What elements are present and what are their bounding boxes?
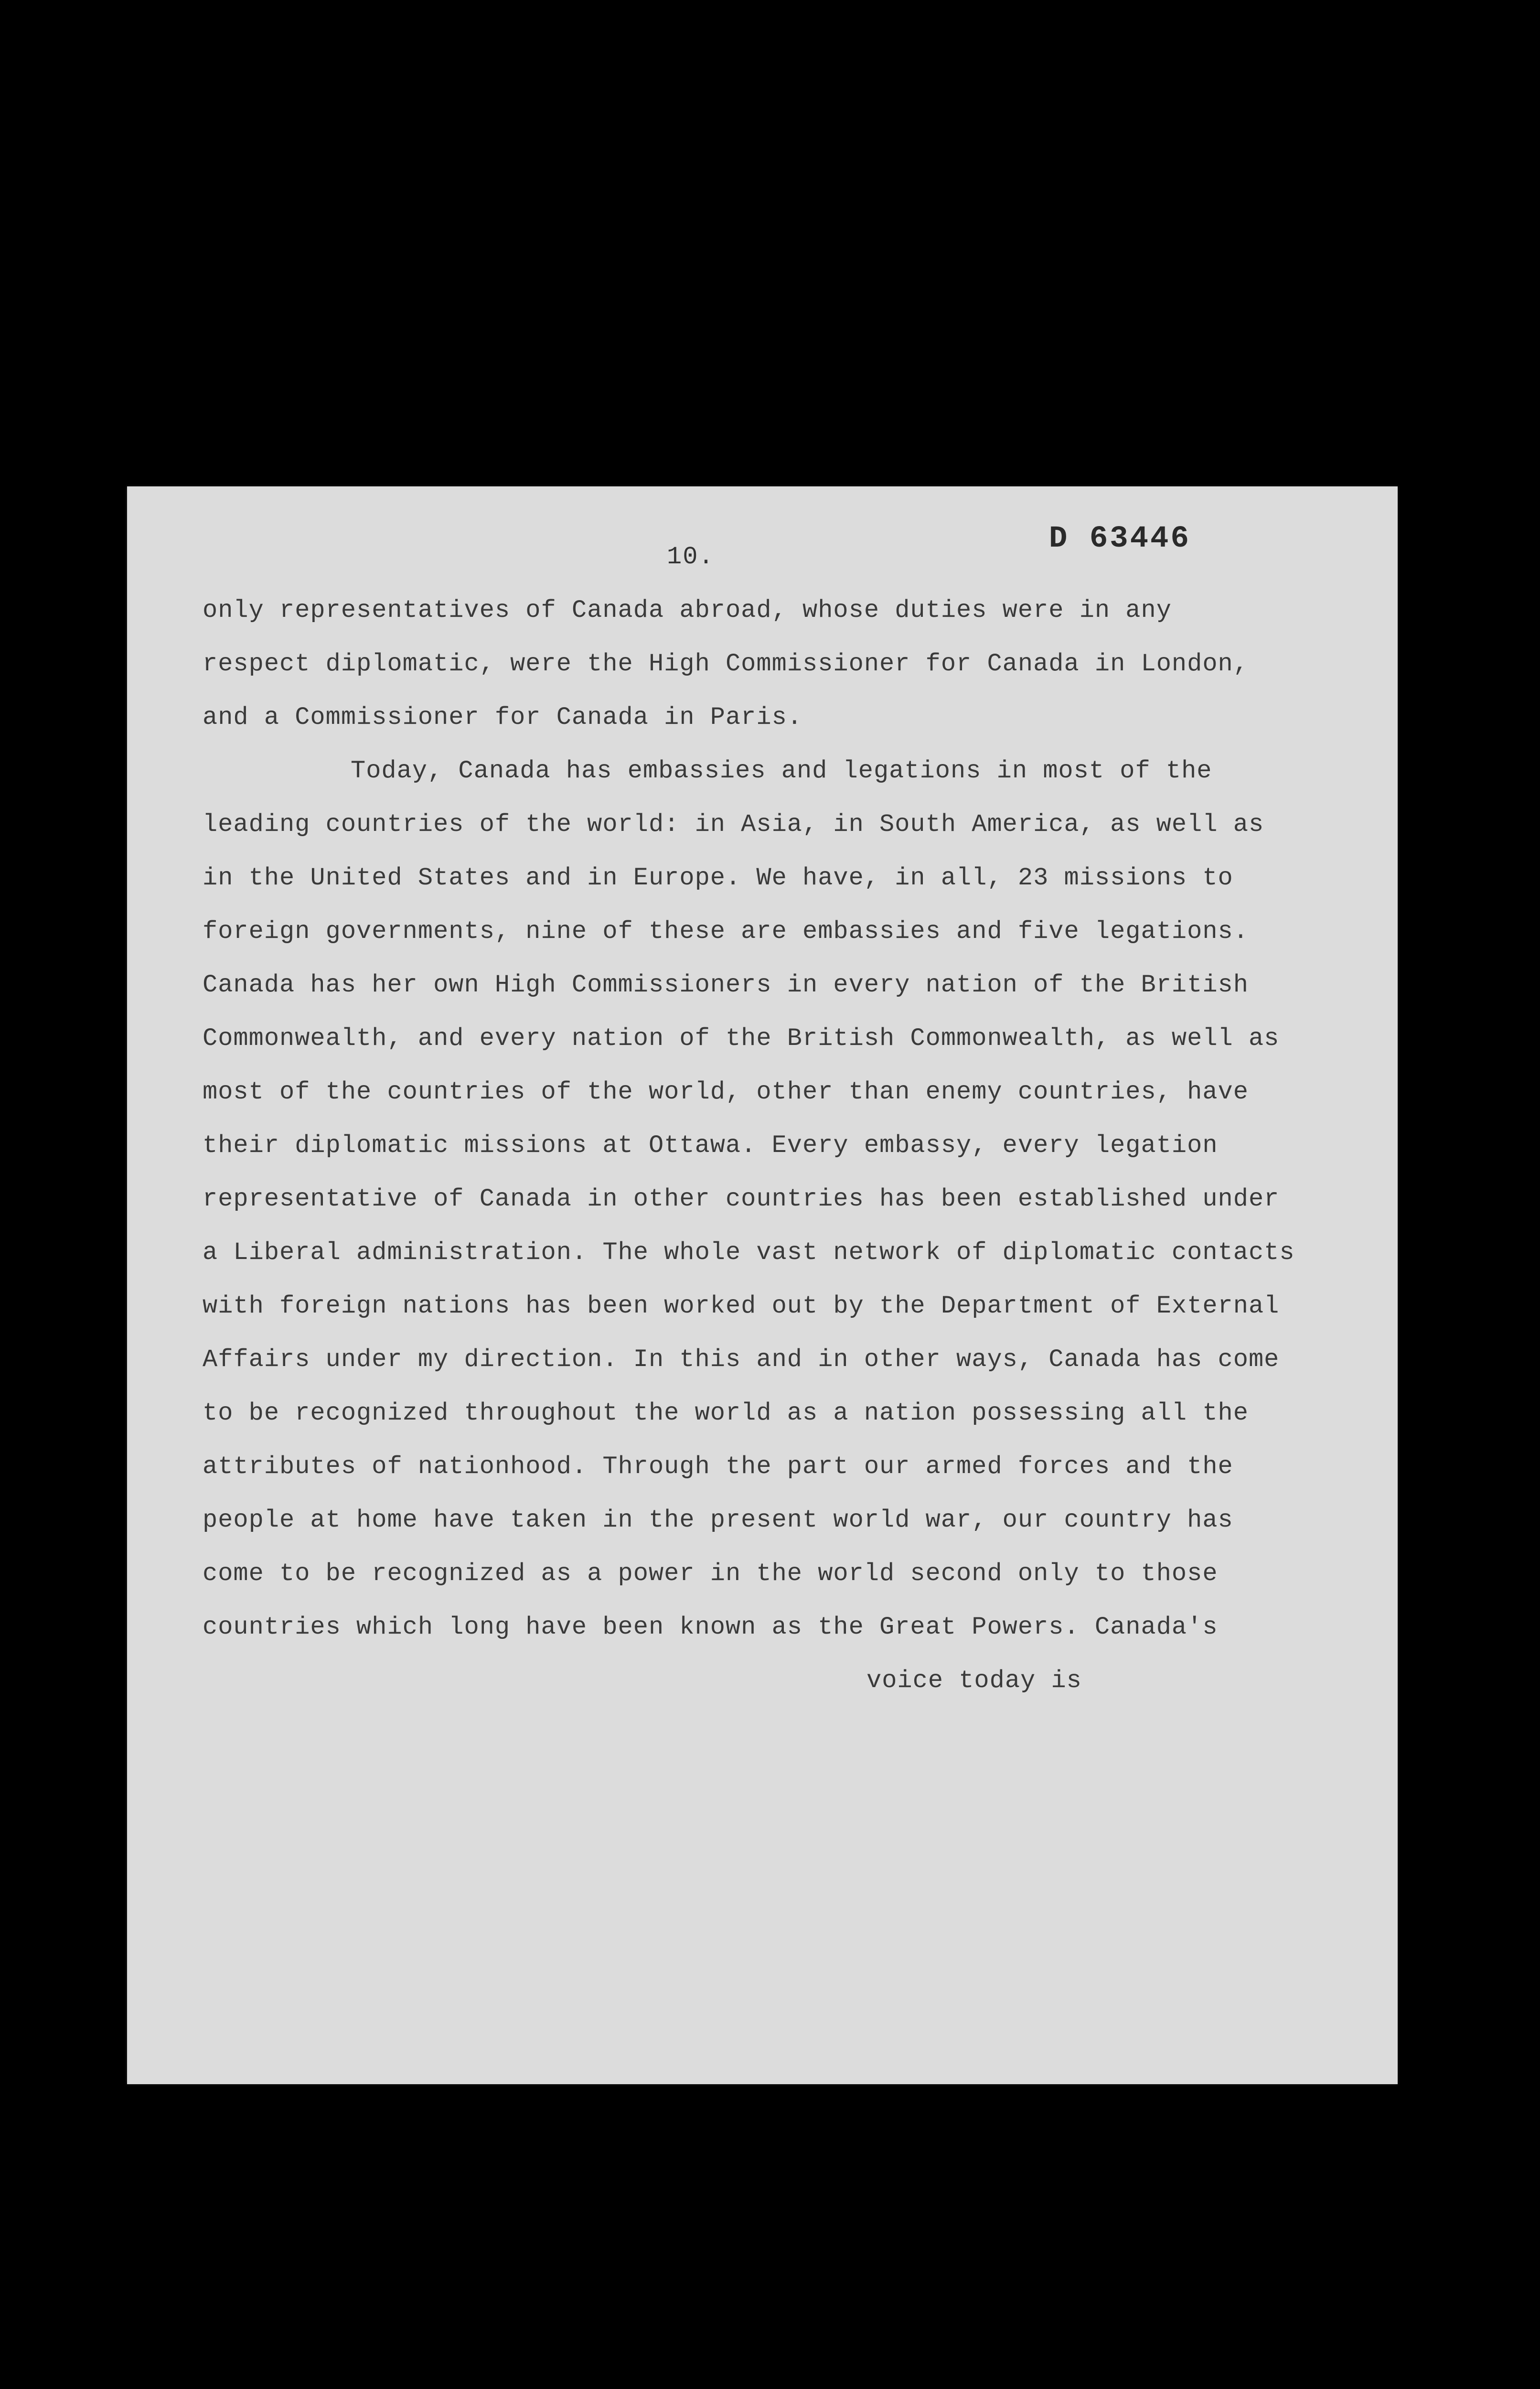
text-line: Today, Canada has embassies and legations in most of the: [351, 757, 1212, 785]
text-line: countries which long have been known as the Great Powers. Canada's: [203, 1613, 1218, 1641]
text-line: foreign governments, nine of these are embassies and five legations.: [203, 917, 1249, 946]
document-page: [127, 486, 1398, 2084]
text-line: their diplomatic missions at Ottawa. Every embassy, every legation: [203, 1131, 1218, 1160]
text-line-continued: voice today is: [866, 1667, 1082, 1695]
text-line: leading countries of the world: in Asia, in South America, as well as: [203, 810, 1264, 839]
text-line: Commonwealth, and every nation of the British Commonwealth, as well as: [203, 1024, 1280, 1053]
document-id: D 63446: [1049, 522, 1191, 556]
text-line: and a Commissioner for Canada in Paris.: [203, 703, 802, 732]
text-line: come to be recognized as a power in the world second only to those: [203, 1560, 1218, 1588]
text-line: most of the countries of the world, other than enemy countries, have: [203, 1078, 1249, 1106]
text-line: in the United States and in Europe. We have, in all, 23 missions to: [203, 864, 1233, 892]
page-number: 10.: [667, 543, 715, 571]
text-line: a Liberal administration. The whole vast network of diplomatic contacts: [203, 1238, 1295, 1267]
text-line: Canada has her own High Commissioners in every nation of the British: [203, 971, 1249, 999]
text-line: representative of Canada in other countries has been established under: [203, 1185, 1280, 1213]
body-text: [203, 584, 1387, 1708]
text-line: only representatives of Canada abroad, whose duties were in any: [203, 596, 1172, 624]
text-line: with foreign nations has been worked out by the Department of External: [203, 1292, 1280, 1320]
text-line: attributes of nationhood. Through the part our armed forces and the: [203, 1453, 1233, 1481]
text-line: Affairs under my direction. In this and in other ways, Canada has come: [203, 1345, 1280, 1374]
text-line: to be recognized throughout the world as a nation possessing all the: [203, 1399, 1249, 1427]
text-line: people at home have taken in the present world war, our country has: [203, 1506, 1233, 1534]
text-line: respect diplomatic, were the High Commissioner for Canada in London,: [203, 650, 1249, 678]
